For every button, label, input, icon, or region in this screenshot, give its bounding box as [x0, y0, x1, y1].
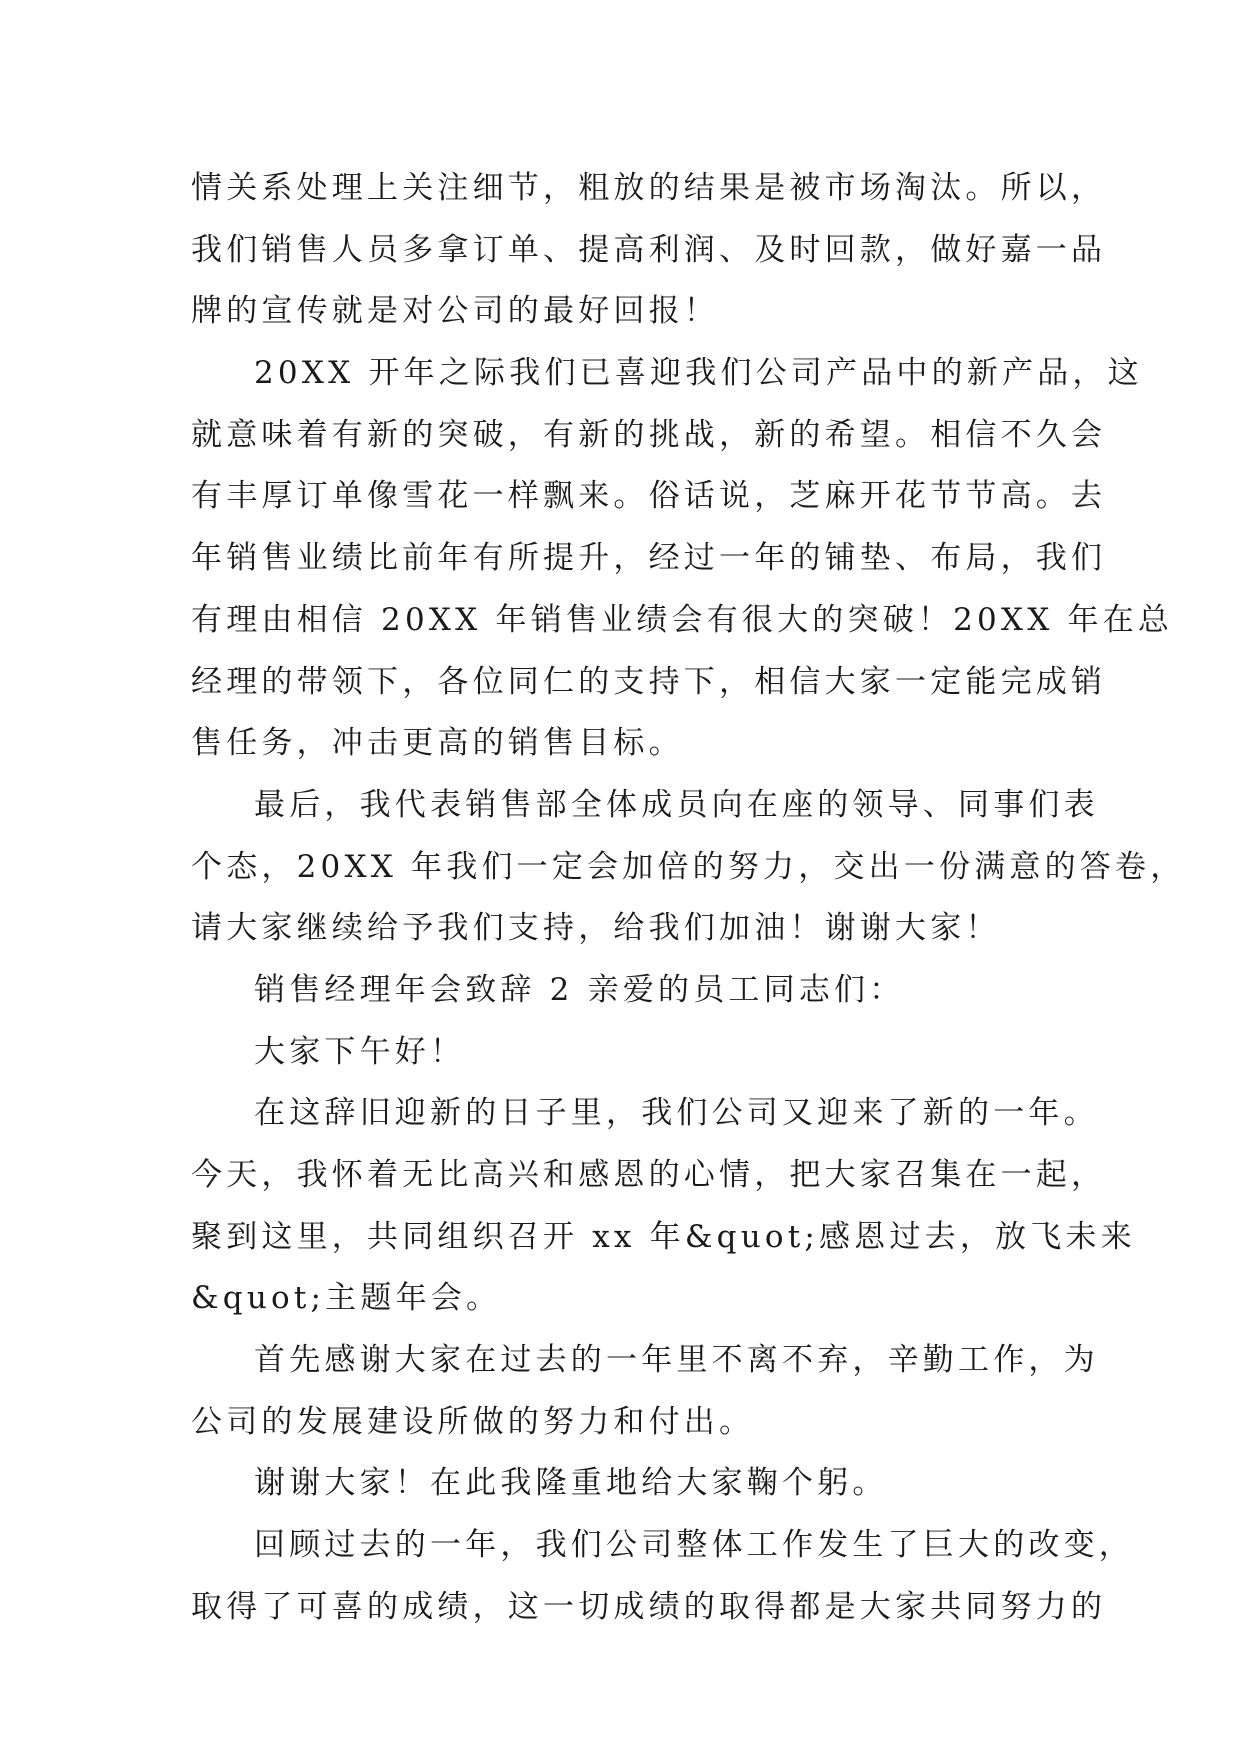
text-line: 今天，我怀着无比高兴和感恩的心情，把大家召集在一起， — [191, 1157, 1107, 1193]
text-line: 大家下午好！ — [254, 1033, 466, 1070]
text-line: 回顾过去的一年，我们公司整体工作发生了巨大的改变， — [254, 1527, 1134, 1564]
text-line: 有丰厚订单像雪花一样飘来。俗话说，芝麻开花节节高。去 — [191, 478, 1107, 515]
text-line: 取得了可喜的成绩，这一切成绩的取得都是大家共同努力的 — [191, 1588, 1107, 1625]
text-line: 牌的宣传就是对公司的最好回报！ — [191, 293, 719, 330]
text-line: 最后，我代表销售部全体成员向在座的领导、同事们表 — [254, 786, 1099, 823]
text-line: 有理由相信 20XX 年销售业绩会有很大的突破！20XX 年在总 — [191, 601, 1174, 638]
text-line: 公司的发展建设所做的努力和付出。 — [191, 1403, 755, 1440]
text-line: 销售经理年会致辞 2 亲爱的员工同志们： — [254, 971, 905, 1008]
text-line: 20XX 开年之际我们已喜迎我们公司产品中的新产品，这 — [254, 355, 1143, 392]
text-line: 售任务，冲击更高的销售目标。 — [191, 725, 684, 762]
text-line: 就意味着有新的突破，有新的挑战，新的希望。相信不久会 — [191, 416, 1107, 453]
text-line: 情关系处理上关注细节，粗放的结果是被市场淘汰。所以， — [191, 170, 1107, 206]
text-line: 首先感谢大家在过去的一年里不离不弃，辛勤工作，为 — [254, 1342, 1099, 1379]
text-line: &quot;主题年会。 — [191, 1280, 502, 1317]
text-line: 谢谢大家！在此我隆重地给大家鞠个躬。 — [254, 1465, 888, 1502]
text-line: 请大家继续给予我们支持，给我们加油！谢谢大家！ — [191, 910, 1001, 947]
document-body — [191, 158, 1186, 1639]
text-line: 个态，20XX 年我们一定会加倍的努力，交出一份满意的答卷， — [191, 848, 1186, 885]
text-line: 聚到这里，共同组织召开 xx 年&quot;感恩过去，放飞未来 — [191, 1218, 1136, 1255]
text-line: 经理的带领下，各位同仁的支持下，相信大家一定能完成销 — [191, 663, 1107, 700]
text-line: 我们销售人员多拿订单、提高利润、及时回款，做好嘉一品 — [191, 231, 1107, 268]
text-line: 年销售业绩比前年有所提升，经过一年的铺垫、布局，我们 — [191, 540, 1107, 577]
text-line: 在这辞旧迎新的日子里，我们公司又迎来了新的一年。 — [254, 1095, 1099, 1132]
